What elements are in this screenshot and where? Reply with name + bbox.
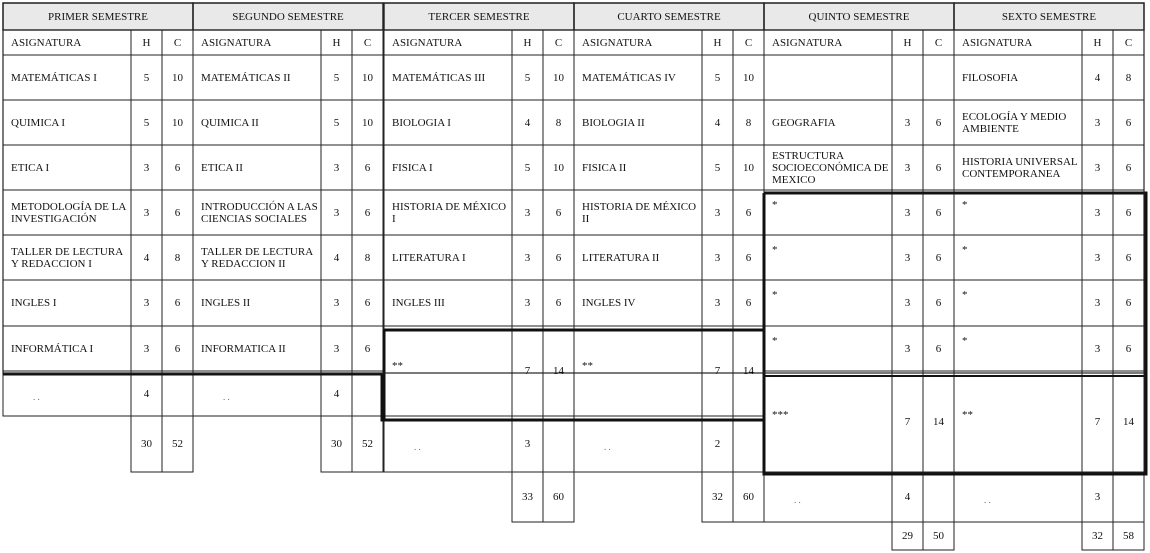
subject-hours: 3 [143,161,150,174]
subject-credits: 8 [364,251,371,264]
subject-credits: 6 [364,161,371,174]
subject-credits: 6 [935,206,942,219]
subject-name: INGLES II [201,297,251,309]
cell-border [352,371,383,416]
subject-name: ECOLOGÍA Y MEDIO AMBIENTE [962,110,1067,135]
column-header-c: C [934,36,943,49]
subject-hours: 4 [524,116,531,129]
elective-marker: * [962,199,968,211]
subject-name: MATEMÁTICAS II [201,71,291,84]
elective-marker: * [772,289,778,301]
subject-hours: 3 [333,342,340,355]
subject-credits: 6 [935,251,942,264]
subject-hours: 3 [904,116,911,129]
semester-title: CUARTO SEMESTRE [617,10,721,23]
subject-credits: 6 [1125,161,1132,174]
total-hours: 32 [1092,530,1103,542]
subject-credits: 10 [553,161,564,174]
subject-name: INGLES III [392,297,445,309]
optional-block-hours: 7 [904,415,911,428]
subject-hours: 3 [1094,161,1101,174]
cell-border [162,371,193,416]
total-credits: 50 [933,530,944,542]
subject-credits: 10 [172,116,183,129]
subject-hours: 3 [333,161,340,174]
subject-hours: 3 [1094,251,1101,264]
total-hours: 32 [712,491,723,503]
subject-credits: 6 [935,342,942,355]
extra-row-marker: . . [984,495,991,505]
subject-name: FILOSOFIA [962,71,1019,84]
subject-name: ETICA I [11,161,50,174]
column-header-h: H [1093,36,1102,49]
subject-name: HISTORIA DE MÉXICO I [392,200,507,225]
subject-hours: 3 [143,342,150,355]
column-header-asignatura: ASIGNATURA [11,36,82,49]
subject-credits: 6 [1125,206,1132,219]
column-header-c: C [173,36,182,49]
subject-credits: 6 [364,342,371,355]
column-header-h: H [713,36,722,49]
subject-credits: 6 [174,206,181,219]
semester-title: SEGUNDO SEMESTRE [232,10,344,23]
subject-hours: 3 [143,297,150,309]
subject-name: MATEMÁTICAS IV [582,71,676,84]
subject-credits: 6 [555,206,562,219]
extra-row-hours: 3 [524,438,531,450]
subject-hours: 3 [904,297,911,309]
elective-marker: * [772,199,778,211]
subject-credits: 6 [364,206,371,219]
subject-name: LITERATURA II [582,251,660,264]
subject-hours: 3 [1094,116,1101,129]
subject-name: ETICA II [201,161,243,174]
subject-hours: 3 [714,206,721,219]
subject-hours: 3 [1094,297,1101,309]
extra-row-marker: . . [604,442,611,452]
subject-name: INGLES IV [582,297,636,309]
subject-credits [923,55,954,100]
subject-hours: 3 [1094,342,1101,355]
subject-name: INGLES I [11,297,57,309]
elective-marker: * [962,244,968,256]
subject-credits: 6 [745,206,752,219]
subject-hours: 3 [1094,206,1101,219]
subject-name: INTRODUCCIÓN A LAS CIENCIAS SOCIALES [201,200,318,225]
subject-name: QUIMICA I [11,116,66,129]
column-header-h: H [142,36,151,49]
subject-credits: 8 [745,116,752,129]
subject-name: HISTORIA DE MÉXICO II [582,200,697,225]
extra-row-hours: 4 [143,387,150,400]
column-header-asignatura: ASIGNATURA [582,36,653,49]
subject-name [764,55,892,100]
subject-name: METODOLOGÍA DE LA INVESTIGACIÓN [11,200,126,225]
subject-credits: 6 [364,297,371,309]
semester-title: TERCER SEMESTRE [428,10,530,23]
subject-name: TALLER DE LECTURA Y REDACCION I [11,245,123,270]
column-header-c: C [363,36,372,49]
elective-marker: * [772,335,778,347]
subject-hours: 5 [714,161,721,174]
total-credits: 52 [362,438,373,450]
total-credits: 60 [743,491,754,503]
column-header-c: C [1124,36,1133,49]
subject-name: INFORMÁTICA I [11,342,94,355]
subject-hours: 3 [524,297,531,309]
subject-name: HISTORIA UNIVERSAL CONTEMPORANEA [962,155,1078,180]
extra-row-marker: . . [414,442,421,452]
subject-credits: 6 [174,161,181,174]
subject-credits: 6 [1125,342,1132,355]
column-header-asignatura: ASIGNATURA [962,36,1033,49]
subject-credits: 6 [745,251,752,264]
cell-border [733,416,764,472]
subject-credits: 6 [174,297,181,309]
optional-block-marker: ** [392,360,403,372]
subject-credits: 6 [1125,251,1132,264]
subject-hours: 3 [524,206,531,219]
subject-hours: 3 [333,297,340,309]
extra-row-marker: . . [223,391,230,402]
subject-name: TALLER DE LECTURA Y REDACCION II [201,245,313,270]
column-header-asignatura: ASIGNATURA [201,36,272,49]
total-hours: 33 [522,491,533,503]
subject-hours [892,55,923,100]
subject-hours: 3 [714,251,721,264]
optional-block-credits: 14 [933,415,944,428]
column-header-c: C [744,36,753,49]
subject-hours: 5 [524,161,531,174]
subject-name: FISICA II [582,161,627,174]
subject-hours: 4 [714,116,721,129]
extra-row-hours: 2 [714,438,721,450]
subject-name: MATEMÁTICAS III [392,71,486,84]
subject-hours: 4 [1094,71,1101,84]
total-hours: 30 [331,438,342,450]
semester-title: PRIMER SEMESTRE [48,10,148,23]
cell-border [543,416,574,472]
subject-credits: 6 [555,297,562,309]
optional-block-credits: 14 [553,365,564,377]
optional-block-hours: 7 [1094,415,1101,428]
subject-hours: 3 [904,342,911,355]
subject-hours: 5 [524,71,531,84]
column-header-asignatura: ASIGNATURA [772,36,843,49]
cell-border [923,472,954,522]
extra-row-hours: 4 [904,491,911,503]
subject-hours: 4 [143,251,150,264]
subject-hours: 3 [904,206,911,219]
extra-row-marker: . . [794,495,801,505]
subject-hours: 3 [714,297,721,309]
elective-marker: * [962,289,968,301]
total-credits: 52 [172,438,183,450]
subject-hours: 4 [333,251,340,264]
optional-block-hours: 7 [524,365,531,377]
optional-block-hours: 7 [714,365,721,377]
subject-name: GEOGRAFIA [772,116,836,129]
subject-hours: 3 [333,206,340,219]
subject-name: BIOLOGIA II [582,116,645,129]
subject-credits: 10 [743,161,754,174]
column-header-asignatura: ASIGNATURA [392,36,463,49]
subject-credits: 10 [172,71,183,84]
subject-name: QUIMICA II [201,116,259,129]
column-header-c: C [554,36,563,49]
subject-hours: 5 [143,116,150,129]
subject-credits: 6 [935,161,942,174]
subject-hours: 3 [904,251,911,264]
total-credits: 60 [553,491,564,503]
total-hours: 30 [141,438,152,450]
optional-block-marker: ** [582,360,593,372]
subject-name: BIOLOGIA I [392,116,451,129]
subject-name: MATEMÁTICAS I [11,71,97,84]
elective-marker: * [772,244,778,256]
subject-hours: 5 [714,71,721,84]
total-hours: 29 [902,530,913,542]
subject-credits: 6 [1125,297,1132,309]
subject-credits: 10 [743,71,754,84]
subject-name: INFORMATICA II [201,342,286,355]
subject-credits: 10 [362,116,373,129]
subject-hours: 5 [143,71,150,84]
subject-hours: 5 [333,71,340,84]
subject-hours: 3 [143,206,150,219]
subject-credits: 6 [745,297,752,309]
subject-hours: 3 [904,161,911,174]
subject-hours: 3 [524,251,531,264]
subject-hours: 5 [333,116,340,129]
subject-credits: 10 [362,71,373,84]
subject-credits: 6 [555,251,562,264]
subject-credits: 6 [935,297,942,309]
extra-row-marker: . . [33,391,40,402]
subject-name: FISICA I [392,161,433,174]
subject-credits: 6 [1125,116,1132,129]
column-header-h: H [332,36,341,49]
subject-credits: 8 [1125,71,1132,84]
elective-marker: * [962,335,968,347]
column-header-h: H [903,36,912,49]
semester-title: QUINTO SEMESTRE [808,10,910,23]
subject-credits: 8 [174,251,181,264]
extra-row-hours: 3 [1094,491,1101,503]
cell-border [1113,472,1144,522]
semester-title: SEXTO SEMESTRE [1001,10,1097,23]
extra-row-hours: 4 [333,387,340,400]
column-header-h: H [523,36,532,49]
total-credits: 58 [1123,530,1134,542]
subject-credits: 6 [935,116,942,129]
optional-block-credits: 14 [743,365,754,377]
subject-credits: 8 [555,116,562,129]
optional-block-marker: *** [772,409,789,421]
optional-block-marker: ** [962,409,973,421]
optional-block-credits: 14 [1123,415,1134,428]
subject-credits: 10 [553,71,564,84]
subject-name: ESTRUCTURA SOCIOECONÓMICA DE MEXICO [772,149,889,186]
subject-name: LITERATURA I [392,251,466,264]
subject-credits: 6 [174,342,181,355]
